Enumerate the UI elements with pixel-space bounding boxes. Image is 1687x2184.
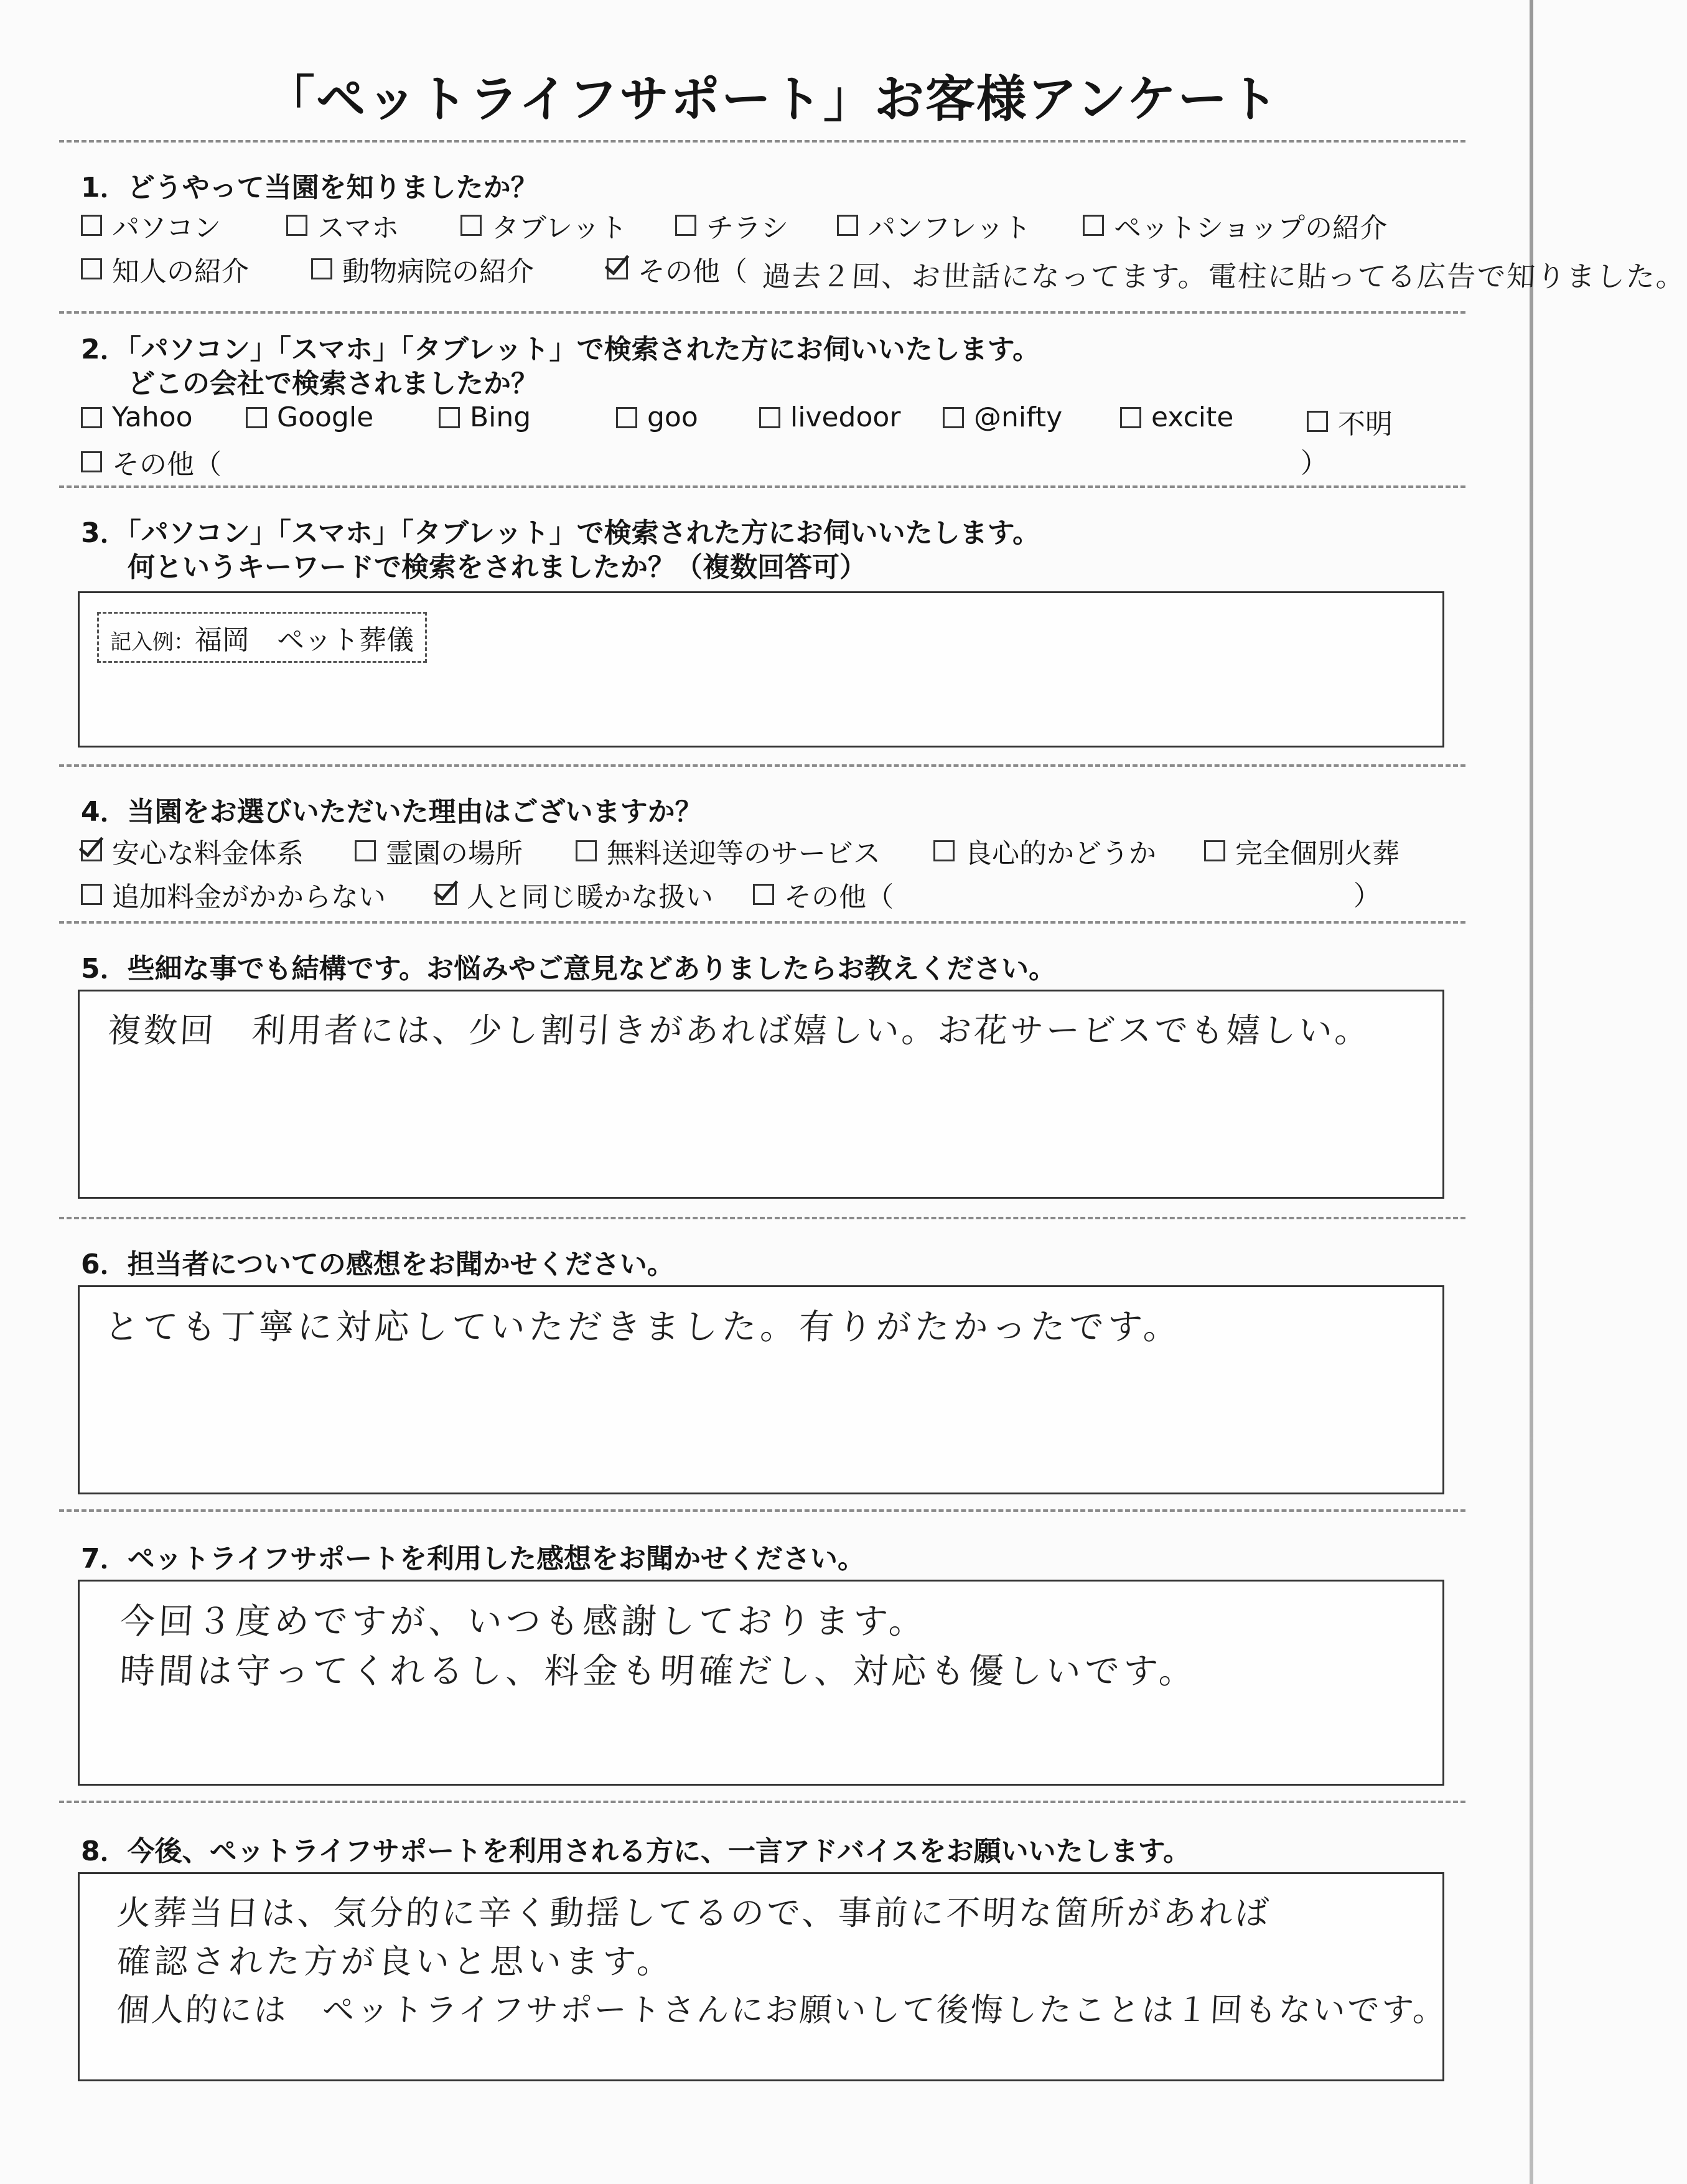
- divider: [59, 140, 1465, 143]
- checkbox[interactable]: [675, 215, 696, 236]
- q2-option-google[interactable]: Google: [246, 401, 373, 433]
- q8-answer-line: 火葬当日は、気分的に辛く動揺してるので、事前に不明な箇所があれば: [116, 1893, 1273, 1933]
- checkbox[interactable]: [81, 407, 102, 428]
- q8-question: 8．今後、ペットライフサポートを利用される方に、一言アドバイスをお願いいたします。: [81, 1835, 1191, 1867]
- checkbox[interactable]: [286, 215, 307, 236]
- divider: [59, 485, 1465, 488]
- q3-question: 3．「パソコン」「スマホ」「タブレット」で検索された方にお伺いいたします。: [81, 517, 1040, 549]
- checkbox[interactable]: [81, 451, 102, 472]
- divider: [59, 1217, 1465, 1219]
- q3-question-sub: 何というキーワードで検索をされましたか？（複数回答可）: [128, 551, 867, 583]
- scan-edge: [1530, 0, 1533, 2184]
- checkbox[interactable]: [246, 407, 267, 428]
- q2-option-excite[interactable]: excite: [1120, 401, 1233, 433]
- checkbox[interactable]: [933, 840, 955, 861]
- q5-question: 5．些細な事でも結構です。お悩みやご意見などありましたらお教えください。: [81, 953, 1057, 985]
- q1-option-tablet[interactable]: タブレット: [460, 205, 627, 245]
- q1-option-vet[interactable]: 動物病院の紹介: [311, 249, 534, 289]
- q3-example: 記入例：福岡 ペット葬儀: [97, 612, 427, 663]
- checkbox[interactable]: [311, 258, 332, 279]
- checkbox[interactable]: [576, 840, 597, 861]
- checkbox[interactable]: [753, 884, 774, 905]
- q5-answer-box[interactable]: [78, 990, 1444, 1199]
- q1-option-pc[interactable]: パソコン: [81, 205, 221, 245]
- checkbox-checked[interactable]: [81, 840, 102, 861]
- checkbox[interactable]: [81, 258, 102, 279]
- q4-option-no-extra-fee[interactable]: 追加料金がかからない: [81, 874, 386, 914]
- divider: [59, 1509, 1465, 1512]
- checkbox[interactable]: [439, 407, 460, 428]
- q4-option-warm-treatment[interactable]: 人と同じ暖かな扱い: [436, 874, 713, 914]
- checkbox[interactable]: [943, 407, 964, 428]
- q4-option-conscientious[interactable]: 良心的かどうか: [933, 831, 1156, 871]
- q4-option-other[interactable]: その他（: [753, 874, 894, 914]
- q4-question: 4．当園をお選びいただいた理由はございますか？: [81, 796, 703, 828]
- q1-question: 1．どうやって当園を知りましたか？: [81, 172, 538, 204]
- q2-option-nifty[interactable]: @nifty: [943, 401, 1062, 433]
- q4-option-price[interactable]: 安心な料金体系: [81, 831, 304, 871]
- q4-close-paren: ）: [1353, 880, 1381, 912]
- q8-answer-line: 個人的には ペットライフサポートさんにお願いして後悔したことは１回もないです。: [116, 1992, 1449, 2029]
- divider: [59, 311, 1465, 314]
- divider: [59, 764, 1465, 767]
- survey-title: 「ペットライフサポート」お客様アンケート: [264, 70, 1280, 128]
- q2-option-bing[interactable]: Bing: [439, 401, 531, 433]
- q7-answer-box[interactable]: [78, 1580, 1444, 1786]
- q6-question: 6．担当者についての感想をお聞かせください。: [81, 1249, 675, 1280]
- q1-option-acquaintance[interactable]: 知人の紹介: [81, 249, 249, 289]
- q3-answer-box[interactable]: [78, 591, 1444, 748]
- q1-option-smartphone[interactable]: スマホ: [286, 205, 399, 245]
- checkbox[interactable]: [1120, 407, 1141, 428]
- q1-other-answer: 過去２回、お世話になってます。電柱に貼ってる広告で知りました。: [761, 260, 1687, 293]
- divider: [59, 1801, 1465, 1803]
- checkbox[interactable]: [460, 215, 482, 236]
- checkbox[interactable]: [1307, 411, 1328, 432]
- q2-option-yahoo[interactable]: Yahoo: [81, 401, 193, 433]
- checkbox[interactable]: [1083, 215, 1104, 236]
- q2-option-livedoor[interactable]: livedoor: [759, 401, 900, 433]
- divider: [59, 921, 1465, 924]
- q5-answer-line: 複数回 利用者には、少し割引きがあれば嬉しい。お花サービスでも嬉しい。: [106, 1011, 1372, 1050]
- q4-option-free-pickup[interactable]: 無料送迎等のサービス: [576, 831, 881, 871]
- q7-answer-line: 時間は守ってくれるし、料金も明確だし、対応も優しいです。: [119, 1651, 1199, 1692]
- q6-answer-box[interactable]: [78, 1285, 1444, 1494]
- q6-answer-line: とても丁寧に対応していただきました。有りがたかったです。: [103, 1307, 1183, 1347]
- q7-answer-line: 今回３度めですが、いつも感謝しております。: [119, 1601, 928, 1642]
- checkbox[interactable]: [355, 840, 376, 861]
- q8-answer-box[interactable]: [78, 1872, 1449, 2081]
- q2-question-sub: どこの会社で検索されましたか？: [128, 368, 538, 400]
- q2-close-paren: ）: [1301, 448, 1328, 479]
- checkbox[interactable]: [759, 407, 780, 428]
- checkbox-checked[interactable]: [607, 258, 628, 279]
- checkbox-checked[interactable]: [436, 884, 457, 905]
- q2-question: 2．「パソコン」「スマホ」「タブレット」で検索された方にお伺いいたします。: [81, 334, 1040, 365]
- checkbox[interactable]: [1204, 840, 1225, 861]
- q1-option-pamphlet[interactable]: パンフレット: [837, 205, 1031, 245]
- q2-option-unknown[interactable]: 不明: [1307, 401, 1393, 441]
- q2-option-goo[interactable]: goo: [616, 401, 698, 433]
- q1-option-petshop[interactable]: ペットショップの紹介: [1083, 205, 1387, 245]
- checkbox[interactable]: [81, 884, 102, 905]
- q4-option-location[interactable]: 霊園の場所: [355, 831, 523, 871]
- q7-question: 7．ペットライフサポートを利用した感想をお聞かせください。: [81, 1543, 865, 1575]
- q1-option-other[interactable]: その他（: [607, 249, 747, 289]
- checkbox[interactable]: [616, 407, 637, 428]
- q8-answer-line: 確認された方が良いと思います。: [116, 1942, 676, 1981]
- q4-option-individual-cremation[interactable]: 完全個別火葬: [1204, 831, 1400, 871]
- q2-option-other[interactable]: その他（: [81, 442, 222, 482]
- checkbox[interactable]: [837, 215, 858, 236]
- q1-option-flyer[interactable]: チラシ: [675, 205, 788, 245]
- checkbox[interactable]: [81, 215, 102, 236]
